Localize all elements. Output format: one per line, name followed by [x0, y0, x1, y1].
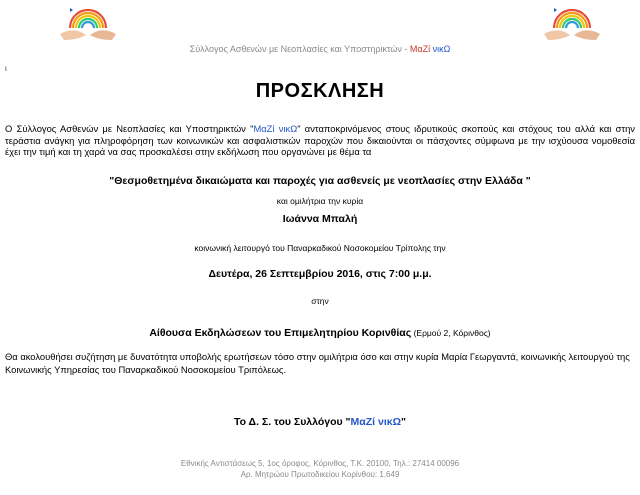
speaker-role: κοινωνική λειτουργό του Παναρκαδικού Νοσοκομείου Τρίπολης την [194, 243, 446, 253]
header-brand-b: νικΩ [430, 44, 451, 54]
footer-registry: Αρ. Μητρώου Πρωτοδικείου Κορίνθου: 1.649 [240, 469, 400, 479]
at-label: στην [311, 296, 329, 306]
speaker-intro: και ομιλήτρια την κυρία [276, 196, 364, 206]
page-title: ΠΡΟΣΚΛΗΣΗ [255, 80, 385, 102]
followup-paragraph: Θα ακολουθήσει συζήτηση με δυνατότητα υποβολής ερωτήσεων τόσο στην ομιλήτρια όσο και στην κυρία Μαρία Γεωργαντά, κοινωνικής λειτουργού της Κοινωνικής Υπηρεσίας του Παναρκαδικού Νοσοκομείου Τριπόλεως. [5, 351, 630, 375]
footer-address: Εθνικής Αντιστάσεως 5, 1ος όροφος, Κόρινθος, Τ.Κ. 20100, Τηλ.: 27414 00096 [180, 459, 460, 468]
venue [0, 327, 640, 339]
venue-address: (Ερμού 2, Κόρινθος) [411, 328, 491, 338]
header-brand-a: ΜαΖί [409, 44, 431, 54]
intro-paragraph [5, 123, 635, 158]
association-header [0, 44, 640, 54]
venue-name: Αίθουσα Εκδηλώσεων του Επιμελητηρίου Κορινθίας [149, 327, 412, 339]
footer [0, 459, 640, 480]
intro-brand: ΜαΖί νικΩ [253, 123, 298, 134]
speaker-name: Ιωάννα Μπαλή [282, 213, 358, 225]
signature [0, 416, 640, 428]
event-topic: "Θεσμοθετημένα δικαιώματα και παροχές για ασθενείς με νεοπλασίες στην Ελλάδα " [109, 175, 531, 187]
stray-mark: ι [5, 64, 7, 73]
signature-after: " [401, 416, 407, 428]
intro-after: " ανταποκρινόμενος στους ιδρυτικούς σκοπούς και στόχους του αλλά και στην τεράστια ανάγκη για πληροφόρηση των κοινωνικών και ασφαλιστικών παροχών που δικαιούνται οι πάσχοντες σύμφωνα με την ισχύουσα νομοθεσία έχει την τιμή και τη χαρά να σας προσκαλέσει στην εκδήλωση που οργανώνει με θέμα τα [5, 123, 635, 157]
signature-brand: ΜαΖί νικΩ [350, 416, 402, 428]
signature-before: Το Δ. Σ. του Συλλόγου " [233, 416, 351, 428]
rainbow-hands-logo-icon [540, 2, 604, 46]
event-date: Δευτέρα, 26 Σεπτεμβρίου 2016, στις 7:00 μ.μ. [208, 268, 432, 280]
intro-before: Ο Σύλλογος Ασθενών με Νεοπλασίες και Υποστηρικτών " [5, 123, 254, 134]
header-prefix: Σύλλογος Ασθενών με Νεοπλασίες και Υποστηρικτών - [189, 44, 410, 54]
rainbow-hands-logo-icon [56, 2, 120, 46]
